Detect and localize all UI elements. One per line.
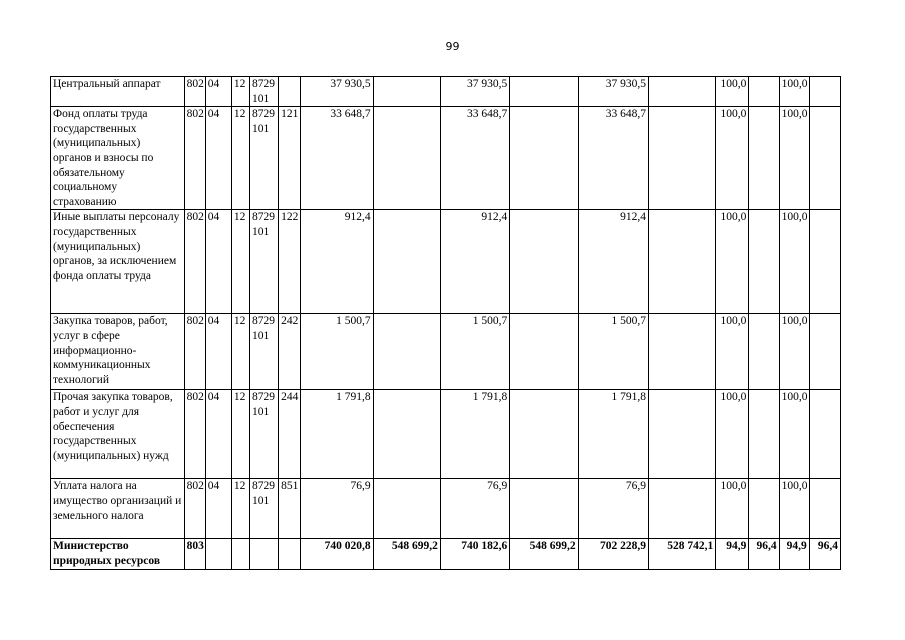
pct-plan: 100,0 — [716, 107, 749, 210]
plan-sub-value — [373, 107, 440, 210]
expense-code: 244 — [279, 390, 301, 479]
subsection-code: 12 — [231, 390, 249, 479]
plan-sub-value — [373, 390, 440, 479]
executed-sub-value — [648, 210, 715, 314]
executed-value: 912,4 — [578, 210, 648, 314]
executed-sub-value — [648, 77, 715, 107]
expense-code: 121 — [279, 107, 301, 210]
executed-value: 37 930,5 — [578, 77, 648, 107]
subsection-code: 12 — [231, 314, 249, 390]
refined-value: 1 500,7 — [440, 314, 509, 390]
plan-sub-value — [373, 314, 440, 390]
expense-code — [279, 539, 301, 569]
table-row — [51, 77, 841, 107]
pct-refined-sub: 96,4 — [809, 539, 840, 569]
executed-sub-value — [648, 390, 715, 479]
plan-value: 912,4 — [301, 210, 373, 314]
row-name: Уплата налога на имущество организаций и земельного налога — [51, 479, 185, 539]
executed-sub-value — [648, 479, 715, 539]
pct-plan: 100,0 — [716, 210, 749, 314]
ministry-code: 802 — [184, 390, 205, 479]
row-name: Иные выплаты персоналу государственных (муниципальных) органов, за исключением фонда оплаты труда — [51, 210, 185, 314]
plan-value: 1 791,8 — [301, 390, 373, 479]
table-row — [51, 210, 841, 314]
table-row — [51, 479, 841, 539]
pct-refined: 100,0 — [779, 210, 809, 314]
pct-plan: 100,0 — [716, 314, 749, 390]
plan-sub-value — [373, 77, 440, 107]
ministry-code: 802 — [184, 77, 205, 107]
refined-value: 740 182,6 — [440, 539, 509, 569]
pct-refined: 100,0 — [779, 390, 809, 479]
table-row — [51, 314, 841, 390]
refined-sub-value — [510, 479, 578, 539]
plan-sub-value — [373, 479, 440, 539]
executed-value: 76,9 — [578, 479, 648, 539]
expense-code: 242 — [279, 314, 301, 390]
target-code: 8729 101 — [249, 390, 278, 479]
expense-code — [279, 77, 301, 107]
pct-refined-sub — [809, 314, 840, 390]
pct-plan-sub — [749, 107, 779, 210]
executed-sub-value — [648, 314, 715, 390]
pct-plan-sub — [749, 77, 779, 107]
plan-value: 33 648,7 — [301, 107, 373, 210]
page-number: 99 — [445, 40, 460, 53]
subsection-code: 12 — [231, 77, 249, 107]
executed-sub-value — [648, 107, 715, 210]
section-code: 04 — [205, 107, 231, 210]
pct-refined-sub — [809, 77, 840, 107]
pct-refined: 94,9 — [779, 539, 809, 569]
executed-value: 702 228,9 — [578, 539, 648, 569]
executed-sub-value: 528 742,1 — [648, 539, 715, 569]
pct-plan-sub — [749, 210, 779, 314]
refined-sub-value: 548 699,2 — [510, 539, 578, 569]
subsection-code: 12 — [231, 210, 249, 314]
subsection-code: 12 — [231, 479, 249, 539]
target-code: 8729 101 — [249, 77, 278, 107]
plan-value: 37 930,5 — [301, 77, 373, 107]
pct-refined: 100,0 — [779, 314, 809, 390]
executed-value: 1 791,8 — [578, 390, 648, 479]
pct-plan-sub — [749, 479, 779, 539]
table-row — [51, 107, 841, 210]
subsection-code — [231, 539, 249, 569]
target-code: 8729 101 — [249, 314, 278, 390]
executed-value: 1 500,7 — [578, 314, 648, 390]
section-code: 04 — [205, 314, 231, 390]
section-code — [205, 539, 231, 569]
pct-plan: 100,0 — [716, 479, 749, 539]
target-code: 8729 101 — [249, 479, 278, 539]
expense-code: 122 — [279, 210, 301, 314]
subsection-code: 12 — [231, 107, 249, 210]
pct-plan-sub: 96,4 — [749, 539, 779, 569]
refined-sub-value — [510, 210, 578, 314]
ministry-code: 802 — [184, 107, 205, 210]
section-code: 04 — [205, 77, 231, 107]
plan-value: 76,9 — [301, 479, 373, 539]
refined-sub-value — [510, 390, 578, 479]
pct-plan: 100,0 — [716, 390, 749, 479]
pct-plan-sub — [749, 314, 779, 390]
ministry-code: 802 — [184, 210, 205, 314]
refined-sub-value — [510, 77, 578, 107]
pct-refined: 100,0 — [779, 77, 809, 107]
table-row — [51, 390, 841, 479]
row-name: Министерство природных ресурсов — [51, 539, 185, 569]
pct-plan: 94,9 — [716, 539, 749, 569]
target-code — [249, 539, 278, 569]
refined-value: 912,4 — [440, 210, 509, 314]
pct-refined-sub — [809, 210, 840, 314]
target-code: 8729 101 — [249, 107, 278, 210]
ministry-code: 803 — [184, 539, 205, 569]
expense-code: 851 — [279, 479, 301, 539]
refined-value: 33 648,7 — [440, 107, 509, 210]
pct-refined-sub — [809, 479, 840, 539]
row-name: Закупка товаров, работ, услуг в сфере информационно-коммуникационных технологий — [51, 314, 185, 390]
target-code: 8729 101 — [249, 210, 278, 314]
row-name: Центральный аппарат — [51, 77, 185, 107]
pct-refined-sub — [809, 390, 840, 479]
plan-value: 740 020,8 — [301, 539, 373, 569]
section-code: 04 — [205, 390, 231, 479]
refined-sub-value — [510, 107, 578, 210]
ministry-code: 802 — [184, 314, 205, 390]
executed-value: 33 648,7 — [578, 107, 648, 210]
row-name: Прочая закупка товаров, работ и услуг для обеспечения государственных (муниципальных) нужд — [51, 390, 185, 479]
plan-value: 1 500,7 — [301, 314, 373, 390]
refined-value: 76,9 — [440, 479, 509, 539]
plan-sub-value: 548 699,2 — [373, 539, 440, 569]
table-row — [51, 539, 841, 569]
ministry-code: 802 — [184, 479, 205, 539]
refined-value: 1 791,8 — [440, 390, 509, 479]
pct-plan-sub — [749, 390, 779, 479]
pct-refined: 100,0 — [779, 107, 809, 210]
budget-table — [50, 76, 841, 570]
pct-refined: 100,0 — [779, 479, 809, 539]
pct-refined-sub — [809, 107, 840, 210]
plan-sub-value — [373, 210, 440, 314]
section-code: 04 — [205, 210, 231, 314]
refined-value: 37 930,5 — [440, 77, 509, 107]
pct-plan: 100,0 — [716, 77, 749, 107]
refined-sub-value — [510, 314, 578, 390]
section-code: 04 — [205, 479, 231, 539]
row-name: Фонд оплаты труда государственных (муниципальных) органов и взносы по обязательному социальному страхованию — [51, 107, 185, 210]
